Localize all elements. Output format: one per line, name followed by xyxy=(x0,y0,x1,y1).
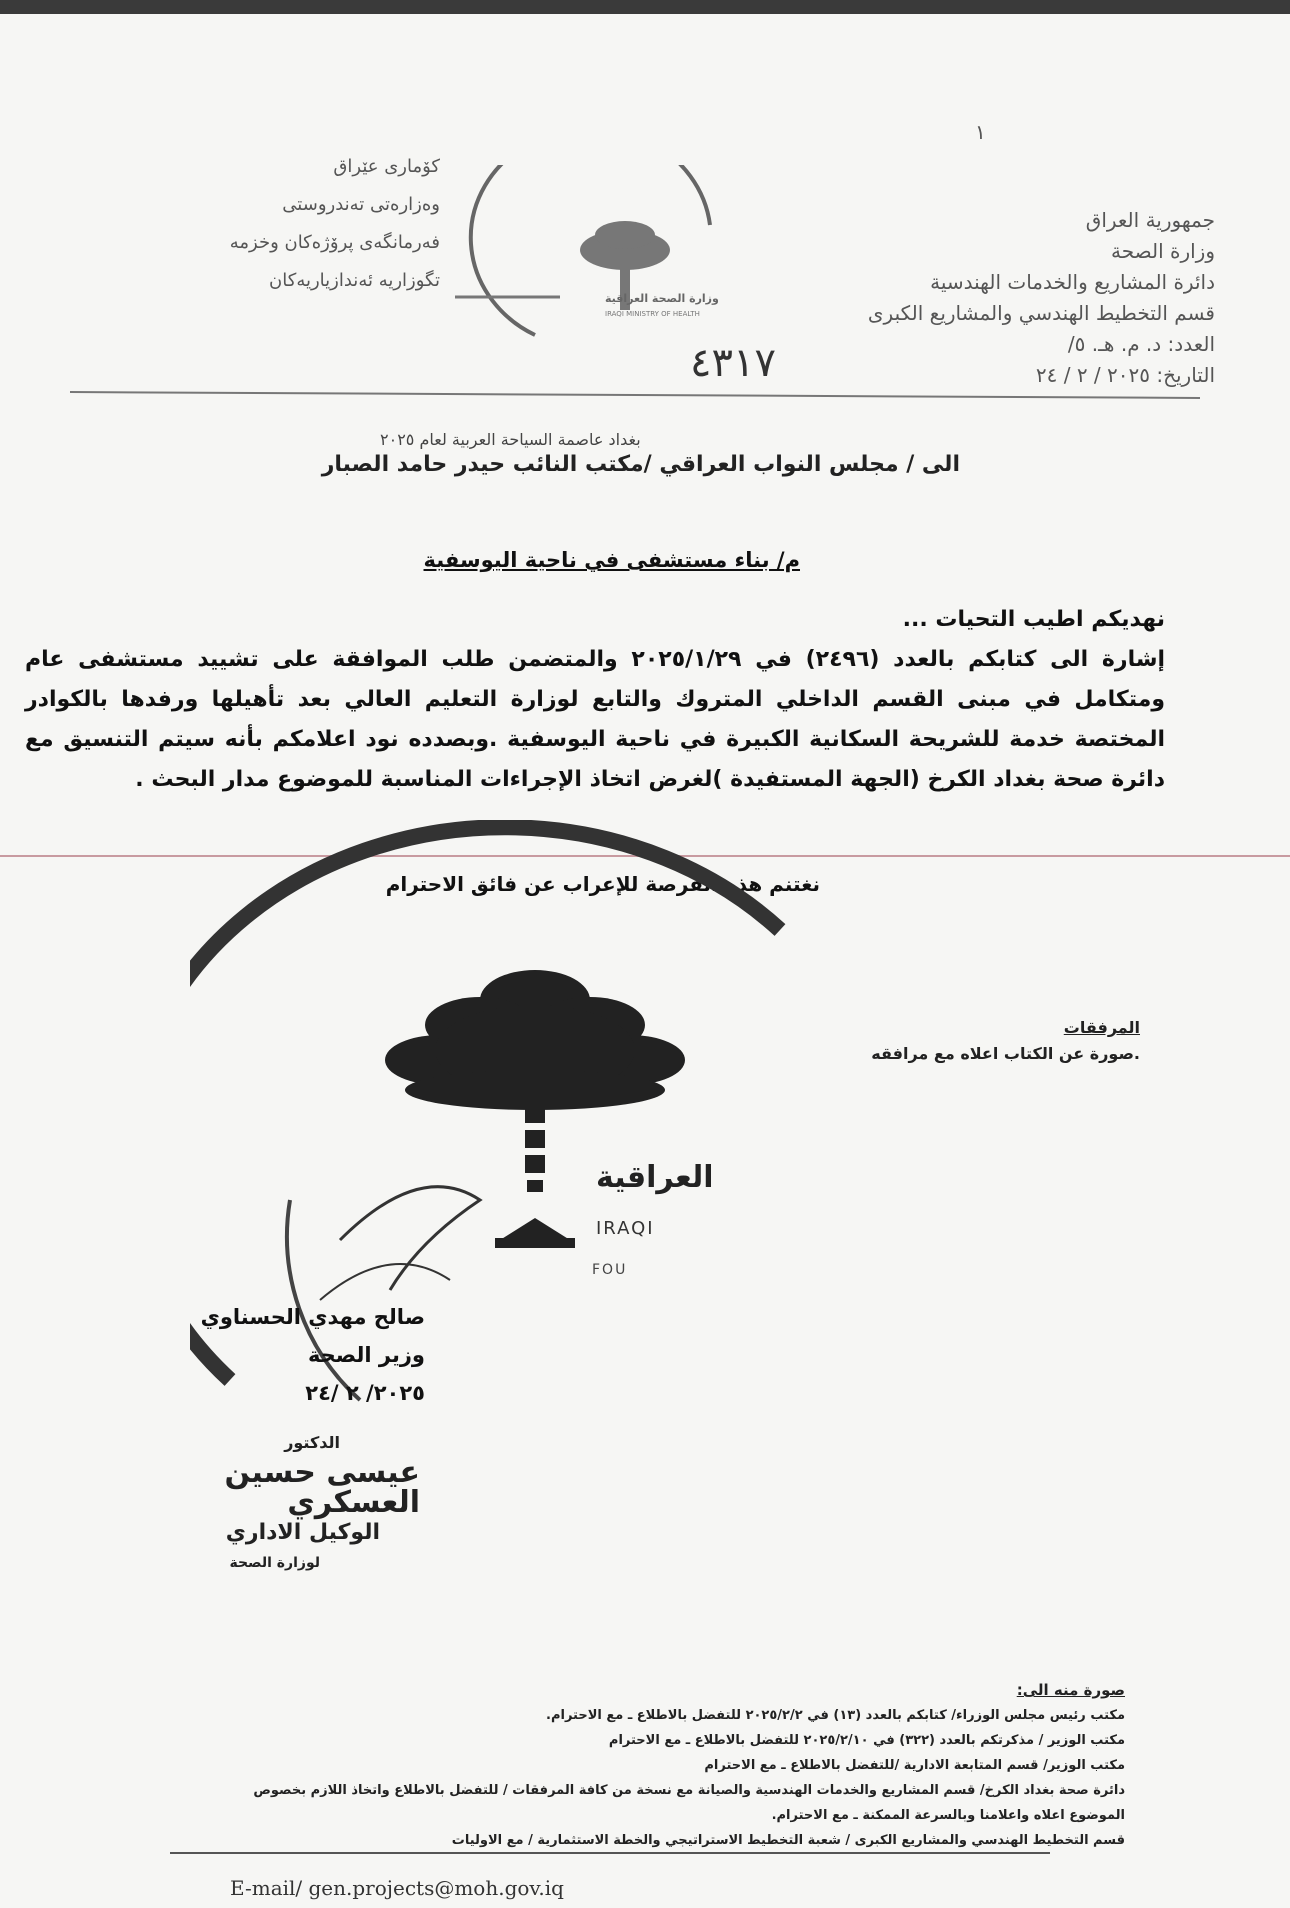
greeting: نهديكم اطيب التحيات ... xyxy=(902,607,1165,632)
copies-to xyxy=(30,1678,1125,1853)
header-divider xyxy=(70,391,1200,399)
minister-signature-block xyxy=(105,1298,425,1412)
kurdish-department-2: تگوزاریە ئەندازیاریەکان xyxy=(269,270,440,291)
page-mark: ١ xyxy=(975,120,986,144)
letter-subject: م/ بناء مستشفى في ناحية اليوسفية xyxy=(423,548,800,572)
scan-top-edge xyxy=(0,0,1290,14)
stamp-arabic-text: العراقية xyxy=(596,1160,714,1195)
body-paragraph: إشارة الى كتابكم بالعدد (٢٤٩٦) في ٢٠٢٥/١/٢٩ والمتضمن طلب الموافقة على تشييد مستشفى عام ومتكامل في مبنى القسم الداخلي المتروك والتابع لوزارة التعليم العالي بعد تأهيلها ورفدها بالكوادر المختصة خدمة للشريحة السكانية الكبيرة في ناحية اليوسفية .وبصدده نود اعلامكم بأنه سيتم التنسيق مع دائرة صحة بغداد الكرخ (الجهة المستفيدة )لغرض اتخاذ الإجراءات المناسبة للموضوع مدار البحث . xyxy=(25,647,1166,792)
kurdish-ministry: وەزارەتی تەندروستی xyxy=(282,194,440,215)
attachments-heading: المرفقات xyxy=(1063,1018,1140,1037)
closing-line: نغتنم هذه الفرصة للإعراب عن فائق الاحترام xyxy=(385,872,820,896)
year-banner: بغداد عاصمة السياحة العربية لعام ٢٠٢٥ xyxy=(380,430,641,449)
country-name: جمهورية العراق xyxy=(1085,208,1215,232)
addressee: الى / مجلس النواب العراقي /مكتب النائب حيدر حامد الصبار xyxy=(321,452,960,477)
handwritten-number: ٤٣١٧ xyxy=(690,340,776,386)
kurdish-department: فەرمانگەی پرۆژەکان وخزمە xyxy=(229,232,440,253)
small-logo-latin: IRAQI MINISTRY OF HEALTH xyxy=(605,310,700,318)
copies-item: دائرة صحة بغداد الكرخ/ قسم المشاريع والخدمات الهندسية والصيانة مع نسخة من كافة المرفقات / للتفضل بالاطلاع واتخاذ اللازم بخصوص xyxy=(253,1783,1125,1798)
attachments-item: .صورة عن الكتاب اعلاه مع مرافقه xyxy=(871,1044,1140,1063)
copies-item: الموضوع اعلاه واعلامنا وبالسرعة الممكنة ـ مع الاحترام. xyxy=(771,1808,1125,1823)
copies-item: مكتب رئيس مجلس الوزراء/ كتابكم بالعدد (١٣) في ٢٠٢٥/٢/٢ للتفضل بالاطلاع ـ مع الاحترام. xyxy=(546,1708,1125,1723)
deputy-signature-block xyxy=(100,1428,420,1578)
copies-heading: صورة منه الى: xyxy=(1016,1681,1125,1699)
copies-item: قسم التخطيط الهندسي والمشاريع الكبرى / شعبة التخطيط الاستراتيجي والخطة الاستثمارية / مع الاوليات xyxy=(451,1833,1125,1848)
deputy-prefix: الدكتور xyxy=(284,1433,340,1452)
letter-body xyxy=(25,600,1165,800)
header-right xyxy=(835,205,1215,391)
letter-number: العدد: د. م. هـ. ٥/ xyxy=(1067,332,1215,356)
stamp-latin-text-2: FOU xyxy=(592,1262,628,1278)
footer-divider xyxy=(170,1852,1050,1854)
footer-email: E-mail/ gen.projects@moh.gov.iq xyxy=(230,1876,564,1900)
deputy-title: الوكيل الاداري xyxy=(225,1520,380,1545)
section-name: قسم التخطيط الهندسي والمشاريع الكبرى xyxy=(867,301,1215,325)
minister-sign-date: ٢٠٢٥/ ٢ /٢٤ xyxy=(305,1381,425,1405)
copies-item: مكتب الوزير/ قسم المتابعة الادارية /للتفضل بالاطلاع ـ مع الاحترام xyxy=(704,1758,1125,1773)
department-name: دائرة المشاريع والخدمات الهندسية xyxy=(930,270,1215,294)
ministry-logo-icon xyxy=(455,165,755,355)
deputy-org: لوزارة الصحة xyxy=(229,1555,320,1571)
small-logo-arabic: وزارة الصحة العراقية xyxy=(605,292,719,305)
ministry-name: وزارة الصحة xyxy=(1111,239,1215,263)
copies-item: مكتب الوزير / مذكرتكم بالعدد (٣٢٢) في ٢٠٢٥/٢/١٠ للتفضل بالاطلاع ـ مع الاحترام xyxy=(608,1733,1125,1748)
minister-title: وزير الصحة xyxy=(307,1343,425,1367)
deputy-name: عيسى حسين العسكري xyxy=(224,1455,420,1520)
letter-date: التاريخ: ٢٠٢٥ / ٢ / ٢٤ xyxy=(1035,363,1215,387)
header-left xyxy=(140,148,440,300)
kurdish-country: كۆماری عێراق xyxy=(333,156,440,177)
minister-name: صالح مهدي الحسناوي xyxy=(200,1305,425,1329)
stamp-latin-text: IRAQI xyxy=(596,1218,655,1239)
